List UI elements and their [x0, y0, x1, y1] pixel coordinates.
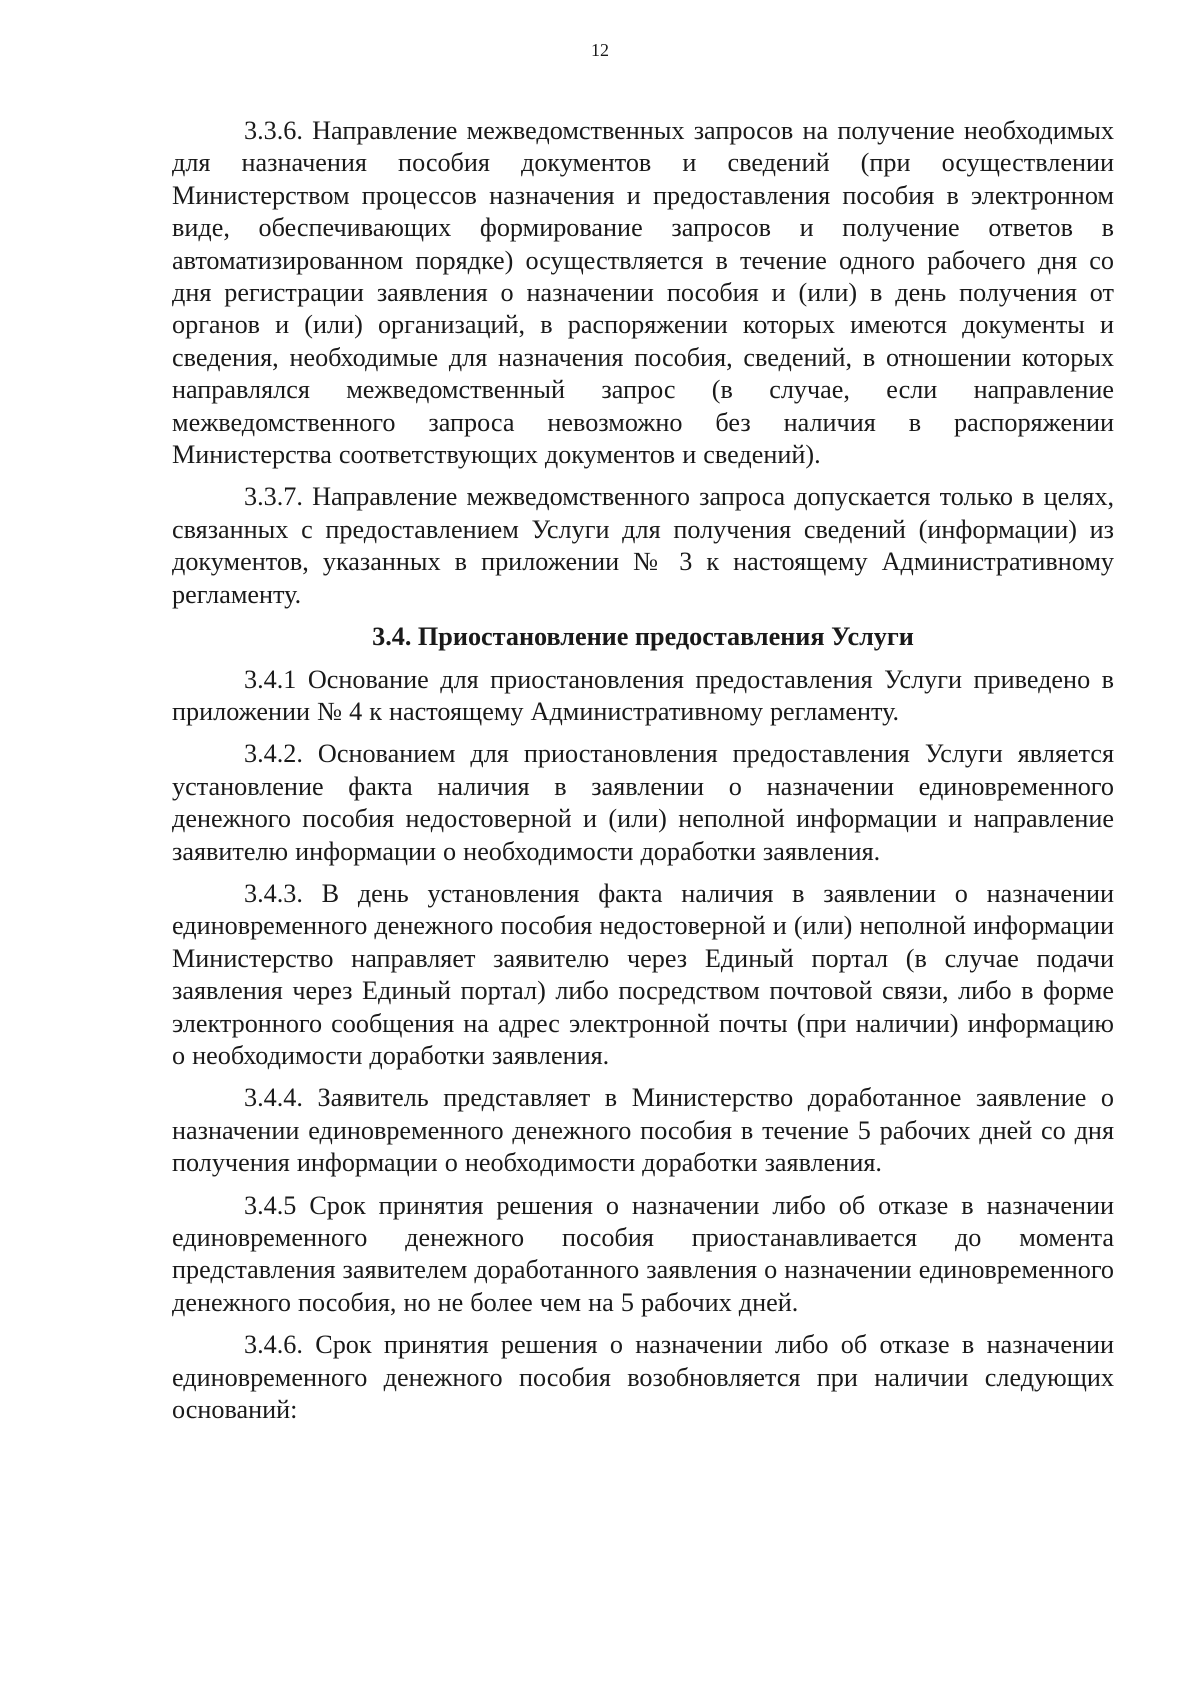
- paragraph-3-4-1: 3.4.1 Основание для приостановления предоставления Услуги приведено в приложении № 4 к настоящему Административному регламенту.: [172, 664, 1114, 726]
- document-body: [172, 115, 1114, 1436]
- paragraph-3-3-6: 3.3.6. Направление межведомственных запросов на получение необходимых для назначения пособия документов и сведений (при осуществлении Министерством процессов назначения и предоставления пособия в электронном виде, обеспечивающих формирование запросов и получение ответов в автоматизированном порядке) осуществляется в течение одного рабочего дня со дня регистрации заявления о назначении пособия и (или) в день получения от органов и (или) организаций, в распоряжении которых имеются документы и сведения, необходимые для назначения пособия, сведений, в отношении которых направлялся межведомственный запрос (в случае, если направление межведомственного запроса невозможно без наличия в распоряжении Министерства соответствующих документов и сведений).: [172, 116, 1114, 470]
- paragraph-3-4-6: 3.4.6. Срок принятия решения о назначении либо об отказе в назначении единовременного денежного пособия возобновляется при наличии следующих оснований:: [172, 1330, 1114, 1425]
- paragraph-3-4-2: 3.4.2. Основанием для приостановления предоставления Услуги является установление факта наличия в заявлении о назначении единовременного денежного пособия недостоверной и (или) неполной информации и направление заявителю информации о необходимости доработки заявления.: [172, 739, 1114, 866]
- page-number: 12: [591, 40, 609, 60]
- paragraph-3-4-4: 3.4.4. Заявитель представляет в Министерство доработанное заявление о назначении единовременного денежного пособия в течение 5 рабочих дней со дня получения информации о необходимости доработки заявления.: [172, 1083, 1114, 1178]
- paragraph-3-3-7: 3.3.7. Направление межведомственного запроса допускается только в целях, связанных с предоставлением Услуги для получения сведений (информации) из документов, указанных в приложении № 3 к настоящему Административному регламенту.: [172, 482, 1114, 609]
- paragraph-3-4-3: 3.4.3. В день установления факта наличия в заявлении о назначении единовременного денежного пособия недостоверной и (или) неполной информации Министерство направляет заявителю через Единый портал (в случае подачи заявления через Единый портал) либо посредством почтовой связи, либо в форме электронного сообщения на адрес электронной почты (при наличии) информацию о необходимости доработки заявления.: [172, 878, 1114, 1070]
- paragraph-3-4-5: 3.4.5 Срок принятия решения о назначении либо об отказе в назначении единовременного денежного пособия приостанавливается до момента представления заявителем доработанного заявления о назначении единовременного денежного пособия, но не более чем на 5 рабочих дней.: [172, 1190, 1115, 1317]
- section-heading-3-4: 3.4. Приостановление предоставления Услуги: [372, 622, 914, 652]
